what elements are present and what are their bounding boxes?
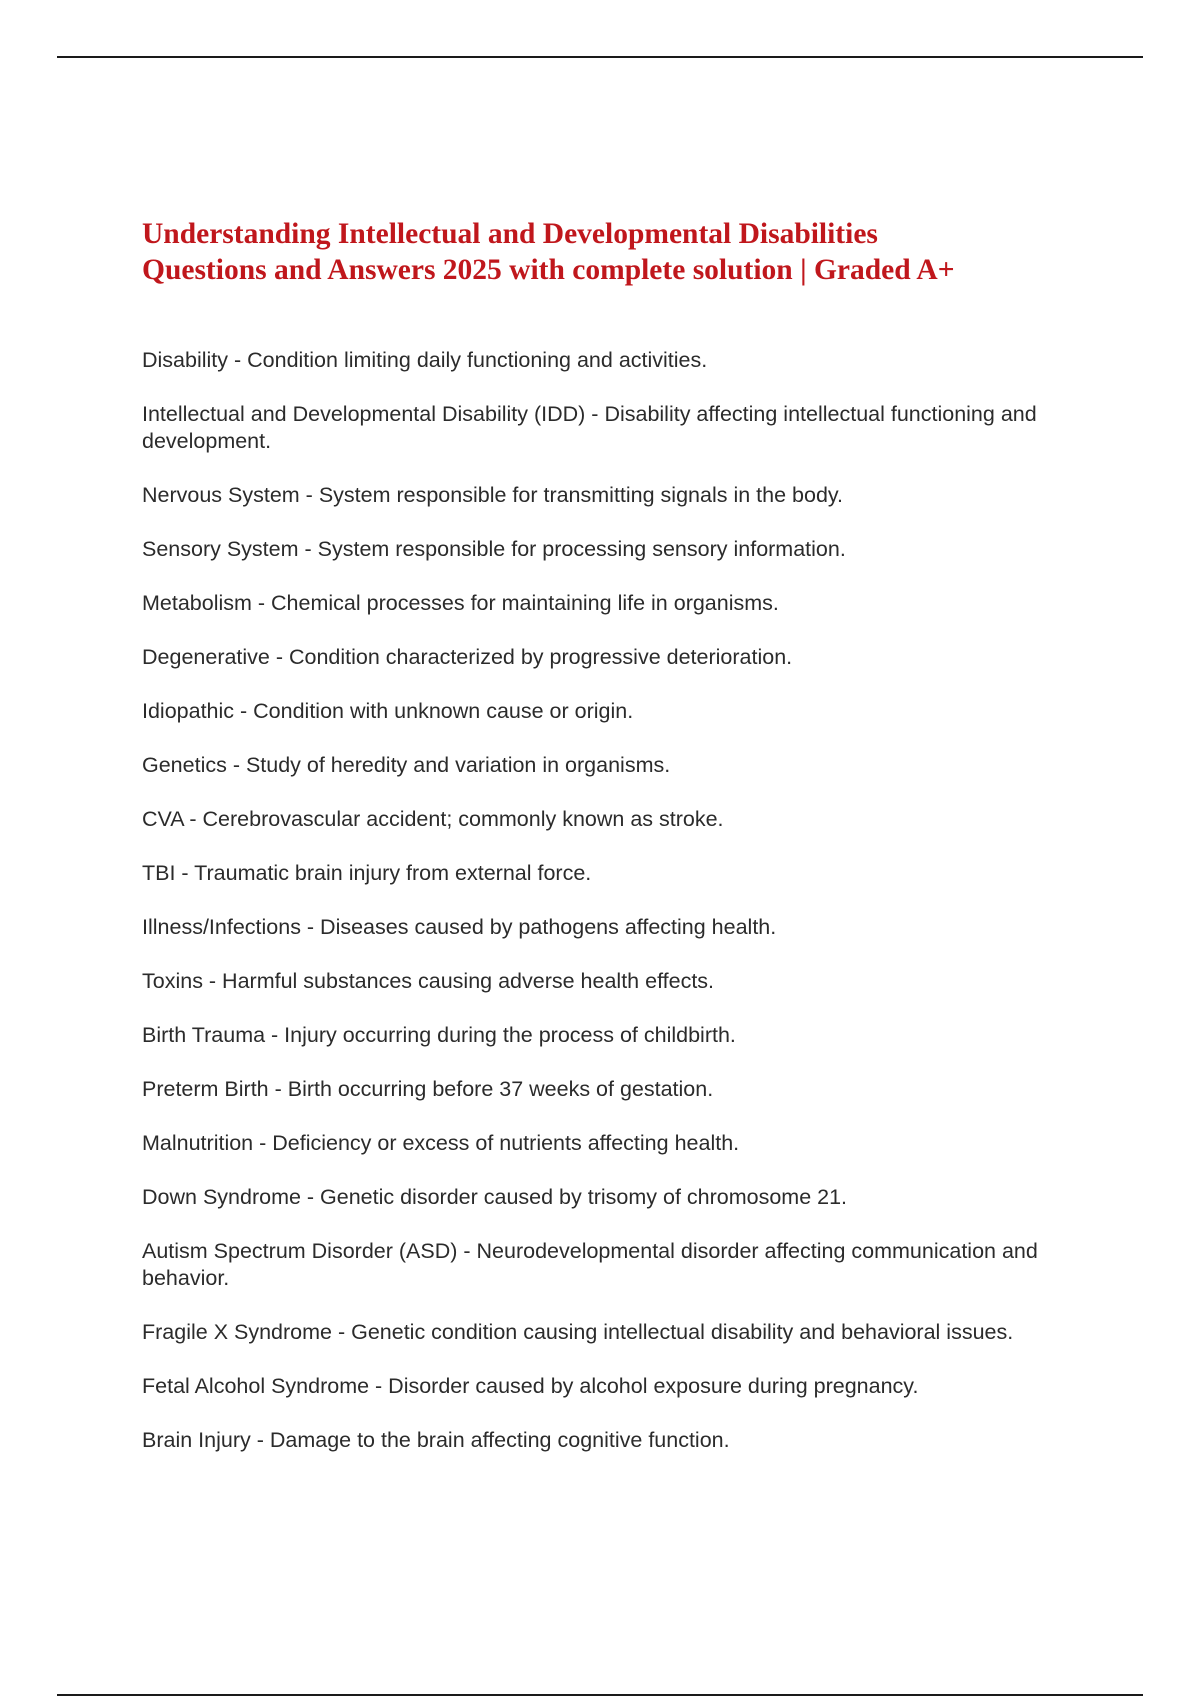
term-item: Brain Injury - Damage to the brain affecting cognitive function. <box>142 1428 730 1452</box>
term-item: Degenerative - Condition characterized by progressive deterioration. <box>142 645 793 669</box>
term-item: Fetal Alcohol Syndrome - Disorder caused by alcohol exposure during pregnancy. <box>142 1374 919 1398</box>
term-item: CVA - Cerebrovascular accident; commonly known as stroke. <box>142 807 724 831</box>
term-item: Down Syndrome - Genetic disorder caused by trisomy of chromosome 21. <box>142 1185 848 1209</box>
term-item: Sensory System - System responsible for processing sensory information. <box>142 537 846 561</box>
term-item: Toxins - Harmful substances causing adverse health effects. <box>142 969 715 993</box>
term-item: Metabolism - Chemical processes for maintaining life in organisms. <box>142 591 779 615</box>
bottom-rule <box>57 1694 1143 1696</box>
term-item: Idiopathic - Condition with unknown cause or origin. <box>142 699 634 723</box>
term-item: Illness/Infections - Diseases caused by pathogens affecting health. <box>142 915 777 939</box>
term-item: Birth Trauma - Injury occurring during the process of childbirth. <box>142 1023 736 1047</box>
term-item: Autism Spectrum Disorder (ASD) - Neurodevelopmental disorder affecting communication and behavior. <box>142 1239 1038 1290</box>
title-line-2: Questions and Answers 2025 with complete solution | Graded A+ <box>142 254 955 286</box>
term-item: Preterm Birth - Birth occurring before 37 weeks of gestation. <box>142 1077 714 1101</box>
term-item: Disability - Condition limiting daily functioning and activities. <box>142 348 708 372</box>
term-item: Fragile X Syndrome - Genetic condition causing intellectual disability and behavioral issues. <box>142 1320 1014 1344</box>
term-item: Malnutrition - Deficiency or excess of nutrients affecting health. <box>142 1131 740 1155</box>
top-rule <box>57 56 1143 58</box>
term-item: Genetics - Study of heredity and variation in organisms. <box>142 753 671 777</box>
term-item: Intellectual and Developmental Disability (IDD) - Disability affecting intellectual functioning and development. <box>142 402 1037 453</box>
document-title <box>142 216 1042 288</box>
term-list <box>142 347 1042 1481</box>
term-item: TBI - Traumatic brain injury from external force. <box>142 861 592 885</box>
title-line-1: Understanding Intellectual and Developmental Disabilities <box>142 218 878 250</box>
term-item: Nervous System - System responsible for transmitting signals in the body. <box>142 483 844 507</box>
